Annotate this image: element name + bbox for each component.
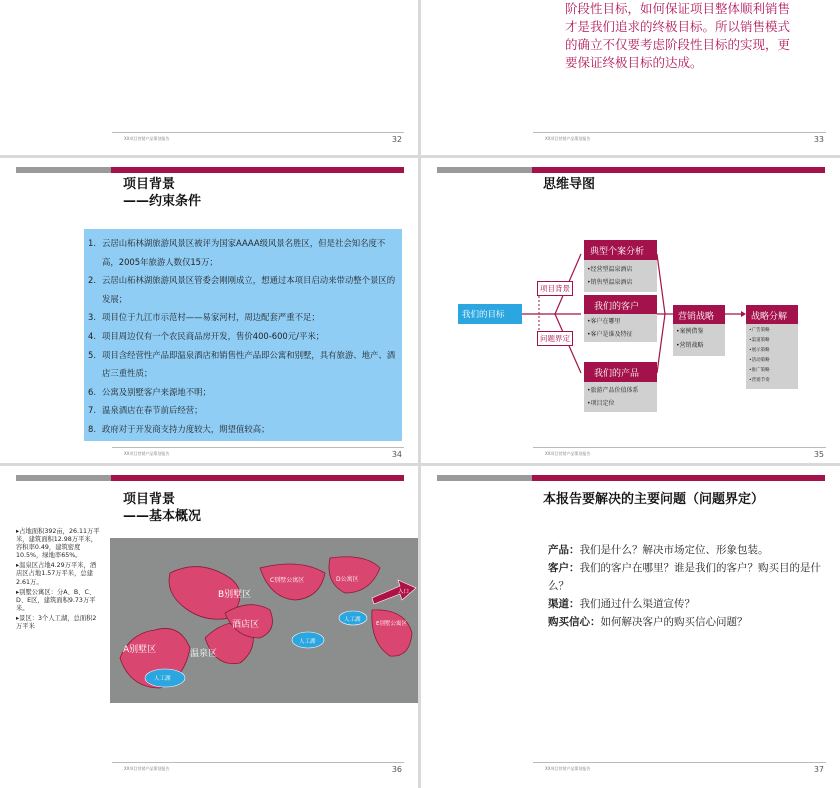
question-item: 产品：我们是什么？解决市场定位、形象包装。 [548, 544, 769, 556]
footer-divider [533, 447, 826, 448]
text-line: 才是我们追求的终极目标。所以销售模式 [565, 19, 791, 34]
case-node: 典型个案分析 [584, 240, 657, 260]
zone-b-label: B别墅区 [218, 590, 252, 600]
constraints-box [84, 229, 402, 441]
slide-34 [0, 158, 418, 463]
product-detail: •旅游产品价值体系 •项目定位 [584, 382, 657, 412]
slide-subtitle: ——基本概况 [123, 509, 202, 524]
footer-text: XX项目营销产品策划报告 [124, 766, 170, 771]
zone-e-label: E别墅公寓区 [376, 621, 407, 627]
entrance-label: 入口 [398, 589, 410, 595]
list-item: 2. 云居山柘林湖旅游风景区管委会刚刚成立，想通过本项目启动来带动整个景区的发展； [88, 275, 396, 304]
footer-text: XX项目营销产品策划报告 [545, 451, 591, 456]
tactic-node: 战略分解 [746, 305, 798, 324]
zone-c-label: C别墅公寓区 [270, 577, 305, 584]
problem-node: 问题界定 [537, 331, 573, 346]
hotel-zone-label: 酒店区 [232, 620, 260, 630]
footer-divider [112, 762, 404, 763]
slide-35 [421, 158, 840, 463]
slide-title: 思维导图 [543, 177, 596, 192]
text-line: 要保证终极目标的达成。 [565, 55, 703, 70]
text-line: 阶段性目标，如何保证项目整体顺利销售 [565, 1, 791, 16]
slide-33 [421, 0, 840, 155]
site-map [110, 538, 418, 703]
lake-label: 人工湖 [344, 617, 361, 623]
slide-title: 项目背景 [123, 492, 176, 507]
case-detail: •经营型温泉酒店 •销售型温泉酒店 [584, 260, 657, 292]
background-node: 项目背景 [537, 281, 573, 296]
header-bar [437, 475, 825, 481]
footer-text: XX项目营销产品策划报告 [124, 136, 170, 141]
zone-d-label: D公寓区 [336, 576, 359, 583]
text-line: 的确立不仅要考虑阶段性目标的实现，更 [565, 37, 791, 52]
page-number: 34 [391, 450, 402, 459]
slide-subtitle: ——约束条件 [123, 194, 202, 209]
lake-label: 人工湖 [154, 676, 171, 682]
page-number: 36 [391, 765, 402, 774]
list-item: 7. 温泉酒店在春节前后经营； [88, 405, 203, 416]
footer-divider [533, 762, 826, 763]
question-item: 渠道：我们通过什么渠道宣传？ [548, 598, 695, 610]
header-bar [16, 475, 404, 481]
zone-a-label: A别墅区 [123, 645, 157, 655]
customer-node: 我们的客户 [584, 295, 657, 314]
question-item: 客户：我们的客户在哪里？谁是我们的客户？购买目的是什么？ [548, 562, 821, 592]
list-item: 5. 项目含经营性产品即温泉酒店和销售性产品即公寓和别墅，具有旅游、地产、酒店三重性质； [88, 349, 396, 379]
question-list [548, 541, 828, 631]
hot-spring-zone-label: 温泉区 [190, 649, 218, 659]
slide-36 [0, 466, 418, 788]
slide-title: 本报告要解决的主要问题（问题界定） [543, 492, 765, 507]
customer-detail: •客户在哪里 •客户是谁及特征 [584, 314, 657, 342]
strategy-detail: •案例借鉴 •营销战略 [673, 324, 725, 356]
slide-32 [0, 0, 418, 155]
conclusion-text [565, 0, 790, 72]
footer-text: XX项目营销产品策划报告 [545, 766, 591, 771]
slide-37 [421, 466, 840, 788]
header-bar [16, 167, 404, 173]
list-item: 1. 云居山柘林湖旅游风景区被评为国家AAAA级风景名胜区，但是社会知名度不高，2005年旅游人数仅15万； [88, 238, 386, 267]
footer-text: XX项目营销产品策划报告 [124, 451, 170, 456]
footer-divider [533, 132, 826, 133]
slide-title: 项目背景 [123, 177, 176, 192]
list-item: 8. 政府对于开发商支持力度较大，期望值较高； [88, 423, 270, 434]
goal-node: 我们的目标 [458, 304, 522, 324]
strategy-node: 营销战略 [673, 305, 725, 324]
footer-divider [112, 447, 404, 448]
list-item: 3. 项目位于九江市示范村——易家河村，周边配套严重不足； [88, 312, 320, 323]
page-number: 37 [813, 765, 824, 774]
footer-divider [112, 132, 404, 133]
page-number: 33 [813, 135, 824, 144]
site-facts: ▸占地面积392亩，26.11万平米，建筑面积12.98万平米，容积率0.49，建筑密度10.5%，绿地率65%。 ▸温泉区占地4.29万平米，酒店区占地1.57万平米，总建2.61万。 ▸别墅公寓区：分A、B、C、D、E区，建筑面积9.73万平米。 ▸景区：3个人工湖，总面积2万平米 [16, 528, 100, 631]
page-number: 32 [391, 135, 402, 144]
tactic-detail: •广告策略 •渠道策略 •展示策略 •活动策略 •推广策略 •营销节奏 [746, 324, 798, 389]
footer-text: XX项目营销产品策划报告 [545, 136, 591, 141]
question-item: 购买信心：如何解决客户的购买信心问题？ [548, 616, 748, 628]
list-item: 4. 项目周边仅有一个农民商品房开发，售价400-600元/平米； [88, 330, 325, 341]
lake-label: 人工湖 [299, 639, 316, 645]
page-number: 35 [813, 450, 824, 459]
product-node: 我们的产品 [584, 362, 657, 382]
list-item: 6. 公寓及别墅客户来源地不明； [88, 386, 211, 397]
